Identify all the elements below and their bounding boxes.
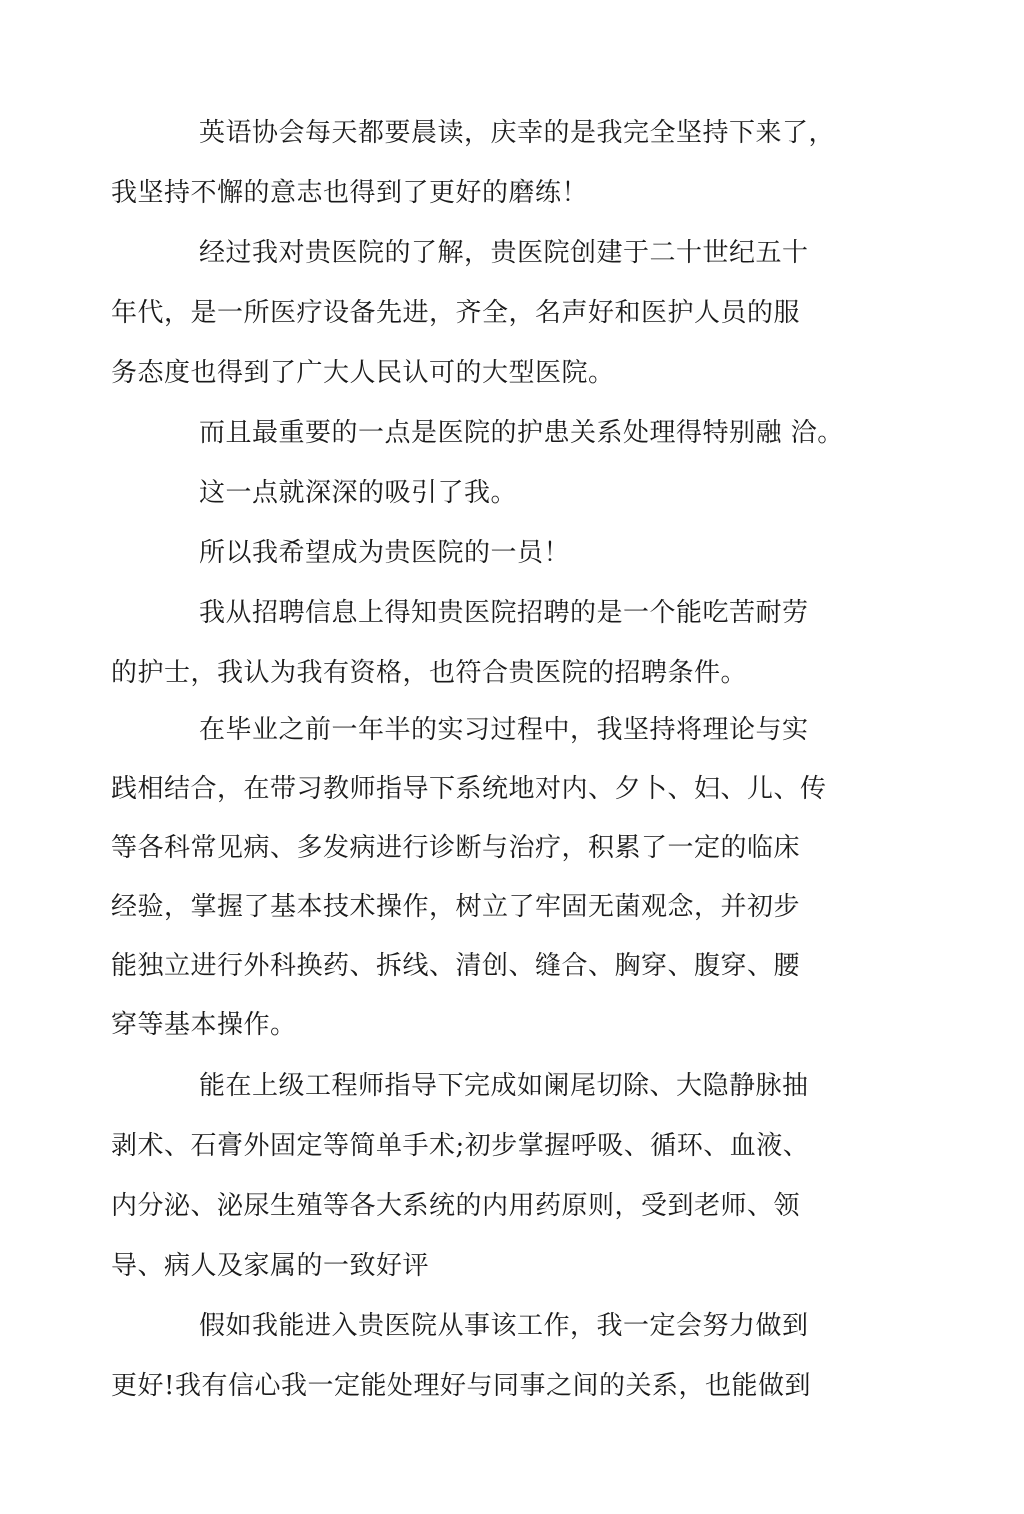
paragraph-line: 经过我对贵医院的了解，贵医院创建于二十世纪五十 — [199, 238, 809, 268]
paragraph-line: 能在上级工程师指导下完成如阑尾切除、大隐静脉抽 — [199, 1071, 809, 1101]
paragraph-line: 年代，是一所医疗设备先进，齐全，名声好和医护人员的服 — [111, 298, 801, 328]
paragraph-line: 在毕业之前一年半的实习过程中，我坚持将理论与实 — [199, 715, 809, 745]
paragraph-line: 我从招聘信息上得知贵医院招聘的是一个能吃苦耐劳 — [199, 598, 809, 628]
paragraph-line: 穿等基本操作。 — [111, 1010, 297, 1040]
paragraph-line: 更好!我有信心我一定能处理好与同事之间的关系，也能做到 — [111, 1371, 811, 1401]
paragraph-line: 经验，掌握了基本技术操作，树立了牢固无菌观念，并初步 — [111, 892, 801, 922]
paragraph-line: 践相结合，在带习教师指导下系统地对内、夕卜、妇、儿、传 — [111, 774, 827, 804]
paragraph-line: 等各科常见病、多发病进行诊断与治疗，积累了一定的临床 — [111, 833, 801, 863]
paragraph-line: 这一点就深深的吸引了我。 — [199, 478, 518, 508]
paragraph-line: 英语协会每天都要晨读，庆幸的是我完全坚持下来了， — [199, 118, 836, 148]
paragraph-line: 务态度也得到了广大人民认可的大型医院。 — [111, 358, 615, 388]
paragraph-line: 内分泌、泌尿生殖等各大系统的内用药原则，受到老师、领 — [111, 1191, 801, 1221]
paragraph-line: 剥术、石膏外固定等简单手术;初步掌握呼吸、循环、血液、 — [111, 1131, 810, 1161]
paragraph-line: 我坚持不懈的意志也得到了更好的磨练！ — [111, 178, 589, 208]
paragraph-line: 而且最重要的一点是医院的护患关系处理得特别融 洽。 — [199, 418, 844, 448]
paragraph-line: 导、病人及家属的一致好评 — [111, 1251, 430, 1281]
paragraph-line: 能独立进行外科换药、拆线、清创、缝合、胸穿、腹穿、腰 — [111, 951, 801, 981]
paragraph-line: 的护士，我认为我有资格，也符合贵医院的招聘条件。 — [111, 658, 748, 688]
paragraph-line: 假如我能进入贵医院从事该工作，我一定会努力做到 — [199, 1311, 809, 1341]
paragraph-line: 所以我希望成为贵医院的一员！ — [199, 538, 571, 568]
